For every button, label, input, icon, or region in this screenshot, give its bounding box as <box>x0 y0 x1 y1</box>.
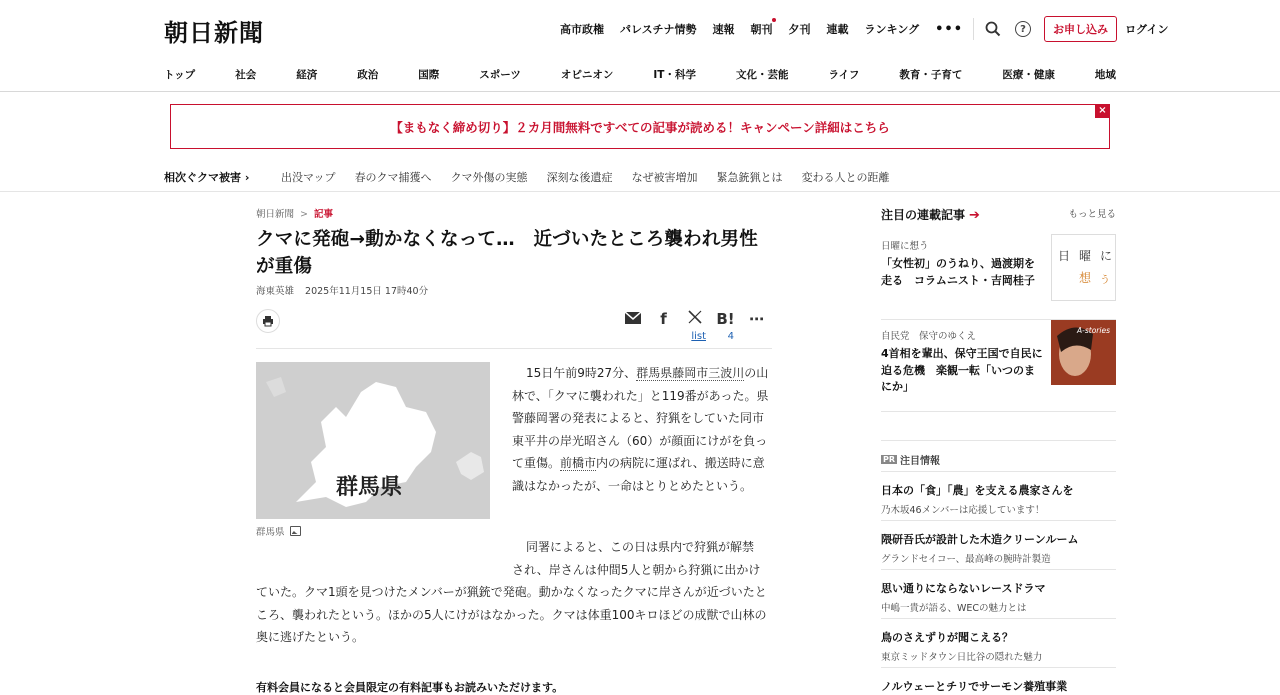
pr-item-sub: 中嶋一貴が語る、WECの魅力とは <box>881 603 1027 614</box>
new-dot-icon <box>772 18 776 22</box>
byline <box>256 283 772 297</box>
top-nav-item-palestine[interactable]: パレスチナ情勢 <box>620 23 697 36</box>
divider <box>973 18 974 40</box>
breadcrumb-separator: > <box>300 209 308 220</box>
series-title[interactable]: 「女性初」のうねり、過渡期を走る コラムニスト・吉岡桂子 <box>881 257 1035 287</box>
pr-item-title[interactable]: 日本の「食」「農」を支える農家さんを <box>881 484 1074 497</box>
map-caption-text: 群馬県 <box>256 527 285 538</box>
p1-text-2: 内の病院に運ばれ、搬送時に意識はなかったが、一命はとりとめたという。 <box>512 456 765 493</box>
chevron-right-icon: › <box>244 171 250 184</box>
topic-link-increase[interactable]: なぜ被害増加 <box>631 171 698 184</box>
site-logo[interactable]: 朝日新聞 <box>164 18 264 47</box>
breadcrumb-home[interactable]: 朝日新聞 <box>256 209 295 220</box>
category-education[interactable]: 教育・子育て <box>899 69 963 81</box>
series-title[interactable]: 4首相を輩出、保守王国で自民に迫る危機 楽観一転「いつのまにか」 <box>881 347 1043 393</box>
top-nav-item-series[interactable]: 連載 <box>826 23 849 36</box>
thumbnail-char: う <box>1100 275 1110 286</box>
category-culture[interactable]: 文化・芸能 <box>735 69 789 81</box>
share-row <box>256 305 772 349</box>
topic-link-distance[interactable]: 変わる人との距離 <box>801 171 890 184</box>
category-society[interactable]: 社会 <box>235 69 257 81</box>
share-icons <box>617 309 772 329</box>
image-icon[interactable] <box>290 526 301 536</box>
pr-badge: PR <box>883 455 896 464</box>
pr-item-sub: 東京ミッドタウン日比谷の隠れた魅力 <box>881 652 1043 663</box>
category-life[interactable]: ライフ <box>828 69 860 81</box>
category-health[interactable]: 医療・健康 <box>1002 69 1055 81</box>
member-notice: 有料会員になると会員限定の有料記事もお読みいただけます。 <box>256 681 564 694</box>
series-kicker: 日曜に想う <box>881 241 929 252</box>
top-nav-item-ranking[interactable]: ランキング <box>864 23 920 36</box>
hatena-bookmark-icon[interactable]: B! <box>716 310 735 328</box>
pr-title: 注目情報 <box>900 456 941 467</box>
thumbnail-char: に <box>1100 249 1113 263</box>
place-link[interactable]: 群馬県藤岡市三波川 <box>636 366 745 380</box>
p2-line-1: 同署によると、この日は県内で狩猟が解禁 <box>526 540 755 554</box>
series-thumbnail-1[interactable] <box>1051 234 1116 301</box>
p1-text: の山林で、「クマに襲われた」と119番があった。県警藤岡署の発表によると、狩猟をしていた同市東平井の岸光昭さん（60）が顔面にけがを負って重傷。 <box>512 366 769 470</box>
topic-row <box>0 162 1280 192</box>
sidebar <box>881 200 1116 695</box>
campaign-banner[interactable] <box>170 104 1110 149</box>
top-nav-item-evening[interactable]: 夕刊 <box>788 23 811 36</box>
pr-item[interactable] <box>881 668 1116 695</box>
category-nav <box>164 67 1116 82</box>
pr-item-title[interactable]: 鳥のさえずりが聞こえる？ <box>881 631 1013 644</box>
thumbnail-char: 日 <box>1058 249 1071 263</box>
series-thumbnail-2[interactable] <box>1051 320 1116 385</box>
pr-item-title[interactable]: 思い通りにならないレースドラマ <box>881 582 1046 595</box>
topic-link-map[interactable]: 出没マップ <box>281 171 336 184</box>
close-icon[interactable]: × <box>1095 104 1110 118</box>
facebook-icon[interactable]: f <box>660 310 667 328</box>
more-menu-icon[interactable]: ••• <box>935 21 964 37</box>
category-sports[interactable]: スポーツ <box>479 69 521 81</box>
category-economy[interactable]: 経済 <box>296 69 318 81</box>
pr-item[interactable] <box>881 619 1116 668</box>
pr-item-sub: グランドセイコー、最高峰の腕時計製造 <box>881 554 1051 565</box>
pr-item[interactable] <box>881 472 1116 521</box>
topic-label-text: 相次ぐクマ被害 <box>164 171 241 184</box>
article-headline: クマに発砲→動かなくなって… 近づいたところ襲われ男性が重傷 <box>256 229 758 277</box>
map-label: 群馬県 <box>336 475 403 500</box>
top-nav-item-morning[interactable] <box>750 21 772 37</box>
map-image[interactable] <box>256 362 490 519</box>
author[interactable]: 海東英雄 <box>256 286 295 297</box>
pr-item-title[interactable]: ノルウェーとチリでサーモン養殖事業 <box>881 680 1068 693</box>
help-icon[interactable]: ? <box>1014 20 1032 38</box>
search-icon[interactable] <box>984 20 1002 38</box>
top-nav-item-morning-label: 朝刊 <box>750 23 773 36</box>
top-nav-item-takaichi[interactable]: 高市政権 <box>560 23 604 36</box>
place-link-2[interactable]: 前橋市 <box>560 456 597 470</box>
publish-date: 2025年11月15日 17時40分 <box>305 286 429 297</box>
thumbnail-char: 想 <box>1079 271 1092 285</box>
category-top[interactable]: トップ <box>164 69 196 81</box>
hatena-count[interactable]: 4 <box>727 331 734 342</box>
campaign-banner-text[interactable]: 【まもなく締め切り】２カ月間無料ですべての記事が読める！キャンペーン詳細はこちら <box>390 119 890 135</box>
subscribe-button[interactable]: お申し込み <box>1044 16 1117 42</box>
pr-item-sub: 乃木坂46メンバーは応援しています！ <box>881 505 1045 516</box>
article-paragraph-2 <box>256 536 772 649</box>
sidebar-title[interactable]: 注目の連載記事 <box>881 208 966 222</box>
breadcrumb <box>256 206 772 220</box>
category-international[interactable]: 国際 <box>418 69 440 81</box>
mail-icon[interactable] <box>617 309 648 329</box>
breadcrumb-current[interactable]: 記事 <box>313 209 333 220</box>
p1-prefix: 15日午前9時27分、 <box>526 366 637 380</box>
arrow-right-icon: ➔ <box>969 208 980 223</box>
pr-item[interactable] <box>881 521 1116 570</box>
p2-line-2: され、岸さんは仲間5人と朝から狩猟に出かけ <box>512 562 761 577</box>
article <box>256 200 772 694</box>
share-more-icon[interactable]: ⋯ <box>749 310 764 328</box>
category-opinion[interactable]: オピニオン <box>560 69 614 81</box>
category-politics[interactable]: 政治 <box>357 69 379 81</box>
category-it-science[interactable]: IT・科学 <box>653 69 696 81</box>
article-paragraph-1 <box>512 362 772 497</box>
top-nav <box>560 20 1169 38</box>
sidebar-header <box>881 204 1116 230</box>
thumbnail-char: 曜 <box>1079 249 1092 263</box>
x-icon[interactable] <box>679 309 710 329</box>
topic-link-emergency-hunt[interactable]: 緊急銃猟とは <box>716 171 783 184</box>
p2-text: ていた。クマ1頭を見つけたメンバーが猟銃で発砲。動かなくなったクマに岸さんが近づいたところ、襲われたという。ほかの5人にけがはなかった。クマは体重100キロほどの成獣で山林の奥に逃げたという。 <box>256 585 767 644</box>
topic-link-aftereffects[interactable]: 深刻な後遺症 <box>546 171 613 184</box>
print-icon[interactable] <box>256 309 280 333</box>
pr-item[interactable] <box>881 570 1116 619</box>
see-more-link[interactable]: もっと見る <box>1068 209 1116 220</box>
hatena-list-link[interactable]: list <box>691 331 706 342</box>
thumbnail-label: A-stories <box>1077 326 1110 335</box>
topic-links <box>281 169 909 185</box>
pr-header <box>881 440 1116 472</box>
pr-item-title[interactable]: 隈研吾氏が設計した木造クリーンルーム <box>881 533 1079 546</box>
category-region[interactable]: 地域 <box>1094 69 1116 81</box>
topic-label[interactable] <box>164 169 249 185</box>
topic-link-capture[interactable]: 春のクマ捕獲へ <box>354 171 432 184</box>
top-nav-item-breaking[interactable]: 速報 <box>712 23 735 36</box>
series-kicker: 自民党 保守のゆくえ <box>881 331 977 342</box>
site-header <box>0 0 1280 92</box>
login-link[interactable]: ログイン <box>1125 23 1169 36</box>
topic-link-injury[interactable]: クマ外傷の実態 <box>450 171 528 184</box>
